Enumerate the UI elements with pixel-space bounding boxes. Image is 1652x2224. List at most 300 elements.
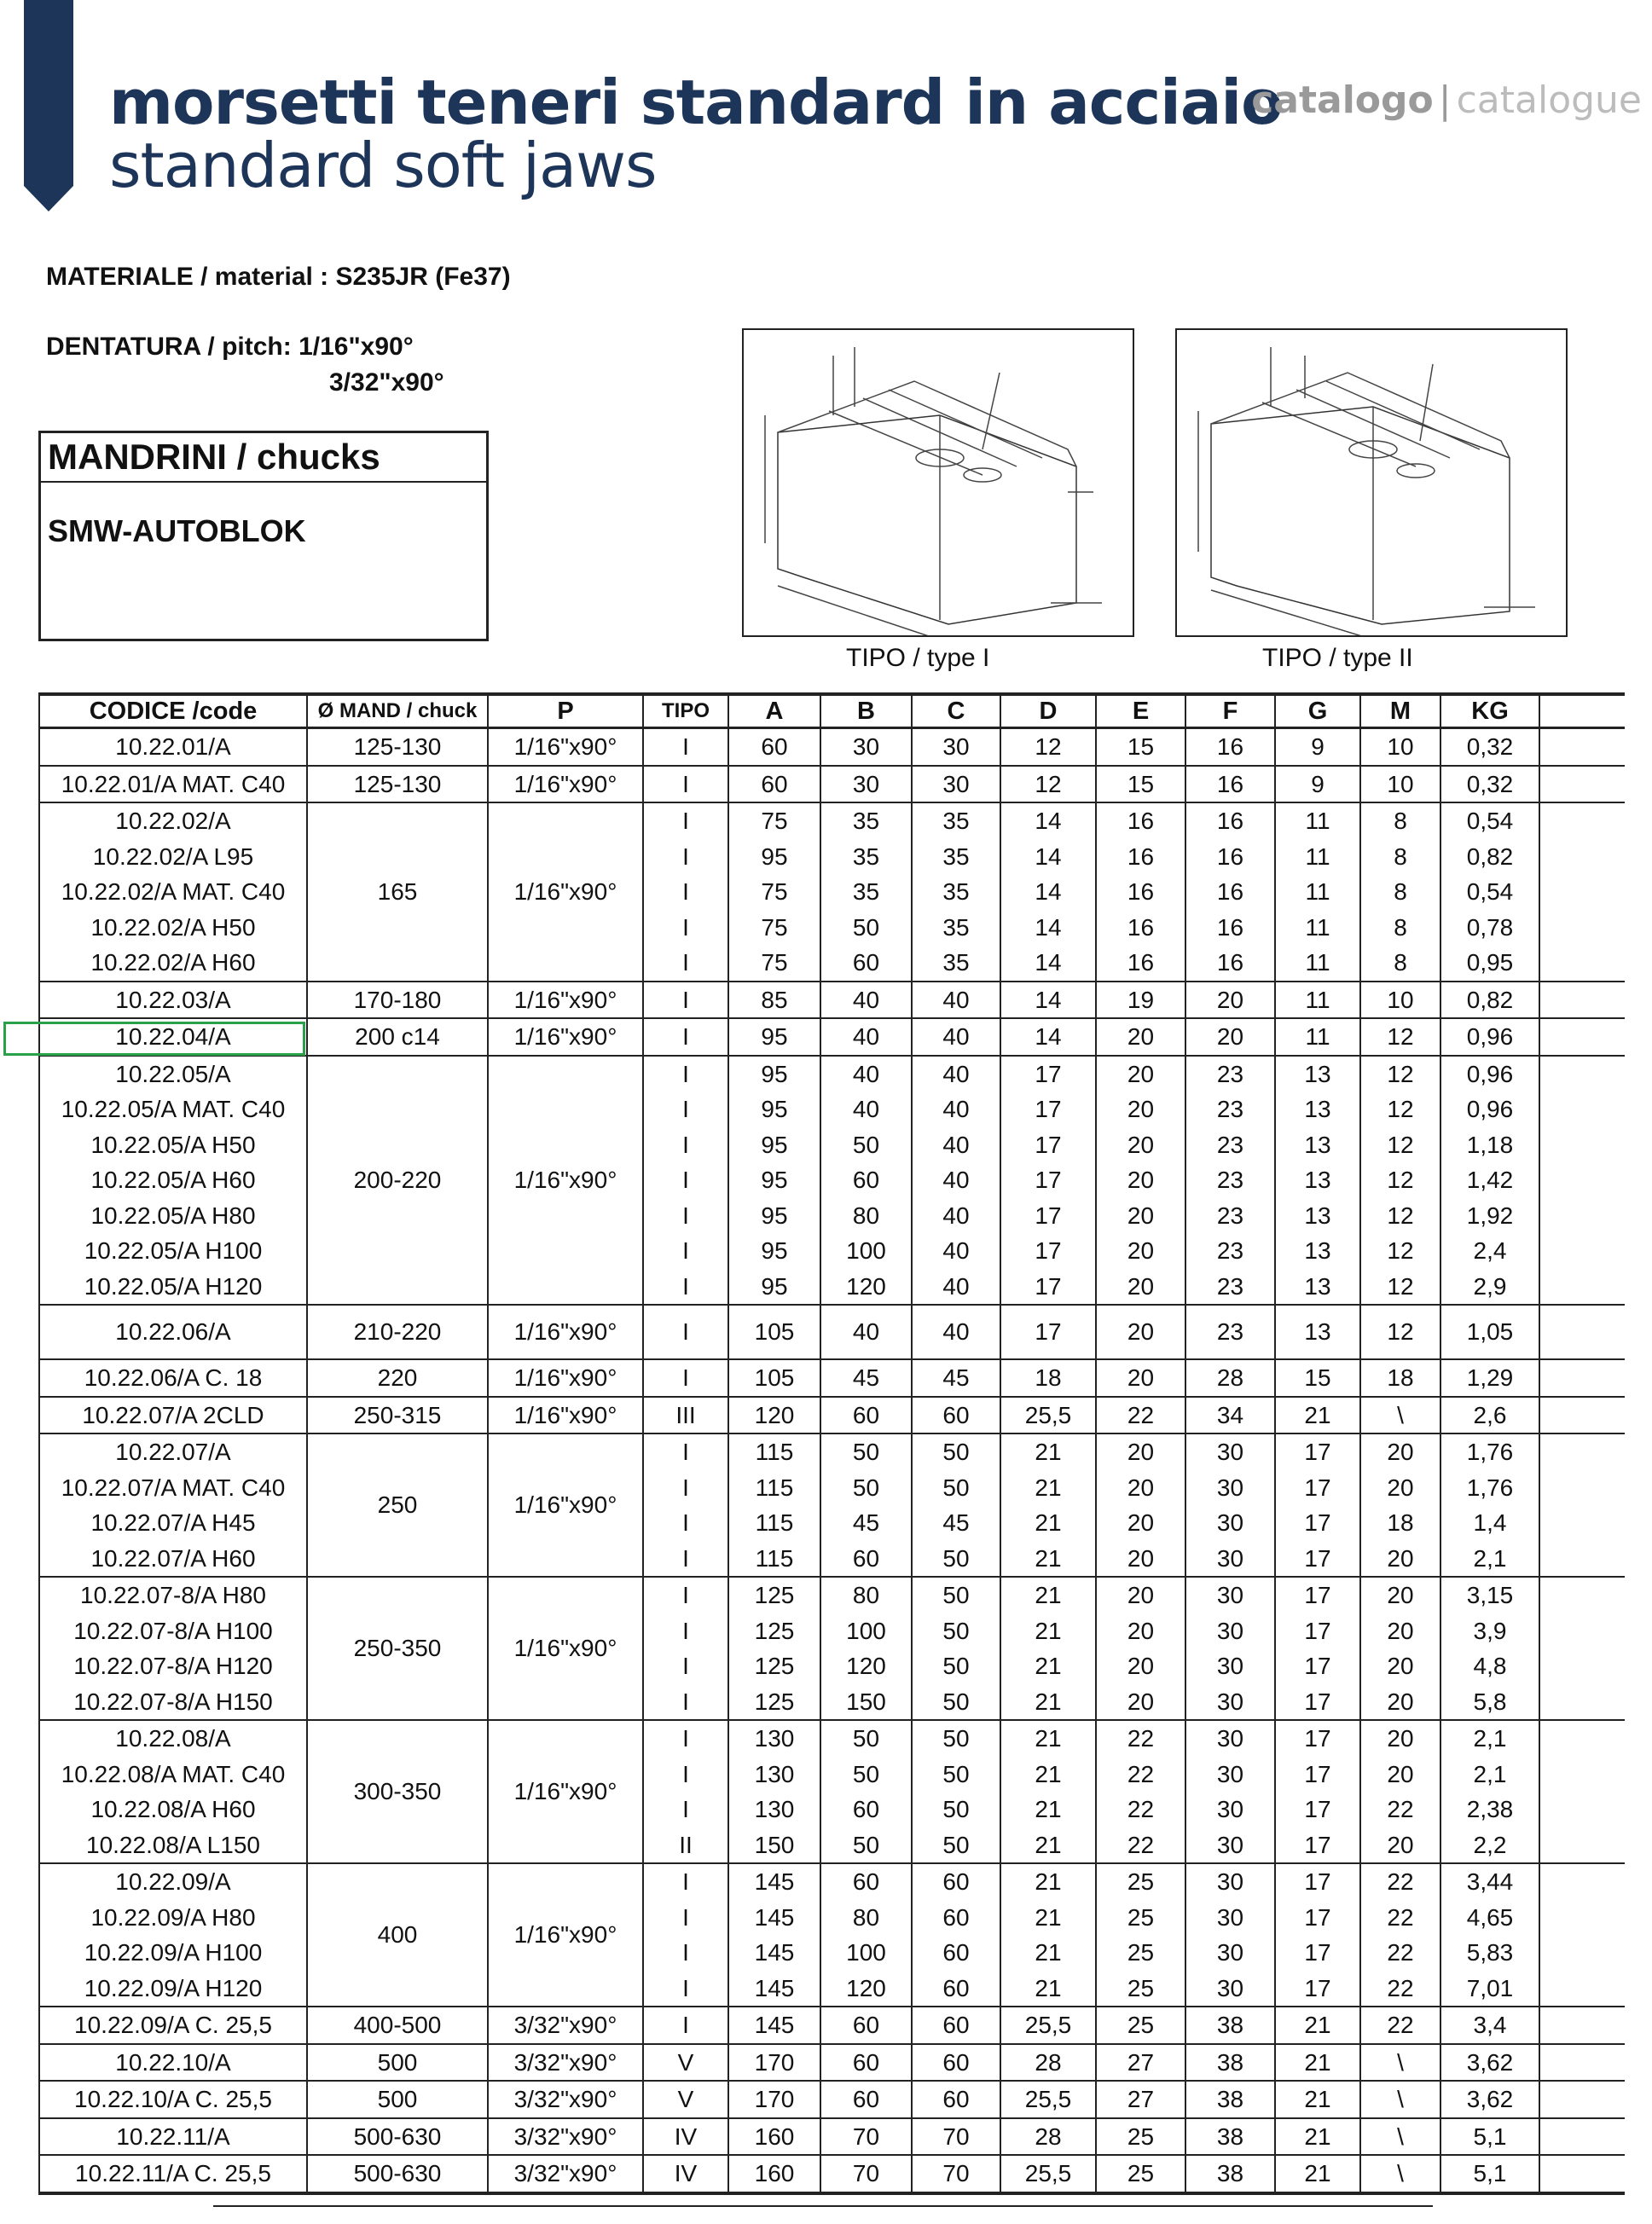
cell-g: 17: [1275, 1648, 1360, 1684]
cell-f: 20: [1185, 982, 1275, 1019]
cell-b: 45: [820, 1359, 912, 1397]
cell-b: 60: [820, 1541, 912, 1578]
cell-e: 20: [1096, 1018, 1185, 1056]
cell-b: 40: [820, 982, 912, 1019]
cell-e: 16: [1096, 945, 1185, 982]
cell-b: 100: [820, 1613, 912, 1649]
header-chuck: Ø MAND / chuck: [307, 694, 488, 728]
cell-empty: [1539, 1018, 1625, 1056]
cell-a: 60: [728, 766, 820, 803]
cell-code: 10.22.05/A H100: [39, 1233, 307, 1269]
cell-e: 25: [1096, 2155, 1185, 2193]
cell-empty: [1539, 2155, 1625, 2193]
cell-code: 10.22.07/A MAT. C40: [39, 1470, 307, 1506]
cell-m: 18: [1360, 1359, 1440, 1397]
cell-c: 40: [912, 1162, 1000, 1198]
cell-c: 35: [912, 874, 1000, 910]
cell-b: 35: [820, 874, 912, 910]
cell-m: 12: [1360, 1233, 1440, 1269]
cell-code: 10.22.08/A: [39, 1720, 307, 1757]
cell-a: 160: [728, 2155, 820, 2193]
cell-kg: 1,42: [1440, 1162, 1539, 1198]
cell-c: 50: [912, 1433, 1000, 1470]
cell-c: 35: [912, 945, 1000, 982]
cell-pitch: 1/16"x90°: [488, 766, 643, 803]
cell-f: 30: [1185, 1827, 1275, 1864]
cell-b: 120: [820, 1648, 912, 1684]
cell-kg: 1,18: [1440, 1127, 1539, 1163]
cell-f: 16: [1185, 802, 1275, 839]
table-row: [39, 1397, 1625, 1434]
cell-d: 21: [1000, 1792, 1096, 1827]
cell-code: 10.22.10/A C. 25,5: [39, 2081, 307, 2118]
cell-a: 85: [728, 982, 820, 1019]
cell-g: 11: [1275, 945, 1360, 982]
cell-c: 35: [912, 910, 1000, 946]
cell-code: 10.22.05/A: [39, 1056, 307, 1092]
cell-b: 100: [820, 1233, 912, 1269]
cell-f: 30: [1185, 1470, 1275, 1506]
cell-kg: 1,76: [1440, 1433, 1539, 1470]
cell-f: 30: [1185, 1433, 1275, 1470]
cell-m: 12: [1360, 1269, 1440, 1306]
cell-c: 40: [912, 1127, 1000, 1163]
cell-tipo: I: [643, 1684, 728, 1721]
cell-a: 145: [728, 1900, 820, 1936]
cell-f: 30: [1185, 1648, 1275, 1684]
cell-a: 75: [728, 802, 820, 839]
cell-kg: 7,01: [1440, 1971, 1539, 2007]
cell-chuck: 500: [307, 2044, 488, 2082]
cell-c: 50: [912, 1720, 1000, 1757]
cell-f: 16: [1185, 874, 1275, 910]
cell-d: 17: [1000, 1162, 1096, 1198]
cell-c: 50: [912, 1827, 1000, 1864]
table-row: [39, 1863, 1625, 1900]
cell-empty: [1539, 1433, 1625, 1470]
cell-g: 17: [1275, 1541, 1360, 1578]
cell-b: 60: [820, 2044, 912, 2082]
cell-e: 20: [1096, 1233, 1185, 1269]
cell-chuck: 500-630: [307, 2118, 488, 2156]
cell-c: 70: [912, 2155, 1000, 2193]
cell-kg: 2,1: [1440, 1757, 1539, 1793]
cell-tipo: I: [643, 1935, 728, 1971]
cell-tipo: I: [643, 839, 728, 875]
table-row: [39, 1900, 1625, 1936]
cell-empty: [1539, 1863, 1625, 1900]
cell-empty: [1539, 839, 1625, 875]
cell-kg: 2,38: [1440, 1792, 1539, 1827]
cell-tipo: I: [643, 1269, 728, 1306]
table-row: [39, 1198, 1625, 1234]
cell-a: 125: [728, 1648, 820, 1684]
cell-d: 17: [1000, 1305, 1096, 1359]
table-row: [39, 1233, 1625, 1269]
cell-b: 50: [820, 1470, 912, 1506]
cell-e: 20: [1096, 1684, 1185, 1721]
cell-chuck: 210-220: [307, 1305, 488, 1359]
cell-f: 16: [1185, 766, 1275, 803]
cell-m: 20: [1360, 1648, 1440, 1684]
cell-m: \: [1360, 2155, 1440, 2193]
cell-g: 21: [1275, 1397, 1360, 1434]
cell-e: 20: [1096, 1433, 1185, 1470]
cell-m: 20: [1360, 1757, 1440, 1793]
cell-e: 22: [1096, 1792, 1185, 1827]
cell-kg: 4,65: [1440, 1900, 1539, 1936]
cell-tipo: I: [643, 2007, 728, 2044]
cell-tipo: I: [643, 1720, 728, 1757]
header-tipo: TIPO: [643, 694, 728, 728]
cell-chuck: 170-180: [307, 982, 488, 1019]
table-row: [39, 1269, 1625, 1306]
cell-m: 12: [1360, 1056, 1440, 1092]
cell-code: 10.22.09/A H120: [39, 1971, 307, 2007]
header-e: E: [1096, 694, 1185, 728]
cell-empty: [1539, 1505, 1625, 1541]
pitch-spec-2: 3/32"x90°: [329, 368, 444, 397]
cell-a: 130: [728, 1720, 820, 1757]
cell-g: 17: [1275, 1613, 1360, 1649]
cell-empty: [1539, 1056, 1625, 1092]
cell-b: 120: [820, 1269, 912, 1306]
cell-e: 15: [1096, 728, 1185, 766]
cell-f: 38: [1185, 2081, 1275, 2118]
cell-d: 14: [1000, 910, 1096, 946]
cell-kg: 0,32: [1440, 766, 1539, 803]
cell-a: 115: [728, 1433, 820, 1470]
cell-tipo: I: [643, 766, 728, 803]
cell-g: 9: [1275, 728, 1360, 766]
cell-e: 25: [1096, 2118, 1185, 2156]
cell-e: 22: [1096, 1720, 1185, 1757]
cell-kg: 1,76: [1440, 1470, 1539, 1506]
cell-empty: [1539, 1792, 1625, 1827]
cell-c: 60: [912, 1971, 1000, 2007]
cell-d: 25,5: [1000, 2155, 1096, 2193]
cell-c: 50: [912, 1648, 1000, 1684]
cell-chuck: 200-220: [307, 1056, 488, 1306]
cell-tipo: I: [643, 728, 728, 766]
cell-e: 27: [1096, 2044, 1185, 2082]
cell-tipo: I: [643, 1433, 728, 1470]
cell-m: 10: [1360, 982, 1440, 1019]
cell-tipo: I: [643, 1648, 728, 1684]
cell-f: 23: [1185, 1162, 1275, 1198]
table-row: [39, 982, 1625, 1019]
cell-a: 160: [728, 2118, 820, 2156]
cell-empty: [1539, 1900, 1625, 1936]
table-row: [39, 1792, 1625, 1827]
cell-d: 14: [1000, 945, 1096, 982]
cell-pitch: 1/16"x90°: [488, 1018, 643, 1056]
cell-tipo: I: [643, 1577, 728, 1613]
cell-a: 125: [728, 1577, 820, 1613]
cell-chuck: 250-350: [307, 1577, 488, 1720]
cell-a: 95: [728, 1056, 820, 1092]
cell-empty: [1539, 1684, 1625, 1721]
cell-tipo: I: [643, 1505, 728, 1541]
cell-f: 30: [1185, 1577, 1275, 1613]
table-row: [39, 1162, 1625, 1198]
cell-m: 12: [1360, 1162, 1440, 1198]
cell-tipo: I: [643, 1863, 728, 1900]
cell-tipo: I: [643, 1541, 728, 1578]
cell-kg: 0,95: [1440, 945, 1539, 982]
table-row: [39, 1935, 1625, 1971]
cell-b: 60: [820, 1792, 912, 1827]
cell-tipo: I: [643, 1162, 728, 1198]
cell-kg: 0,78: [1440, 910, 1539, 946]
header-d: D: [1000, 694, 1096, 728]
cell-m: 8: [1360, 910, 1440, 946]
catalog-separator: |: [1438, 78, 1452, 122]
cell-tipo: I: [643, 1613, 728, 1649]
cell-empty: [1539, 1233, 1625, 1269]
cell-m: 10: [1360, 728, 1440, 766]
cell-a: 145: [728, 1935, 820, 1971]
cell-b: 50: [820, 1720, 912, 1757]
cell-f: 30: [1185, 1757, 1275, 1793]
cell-code: 10.22.07/A: [39, 1433, 307, 1470]
header-kg: KG: [1440, 694, 1539, 728]
cell-c: 45: [912, 1505, 1000, 1541]
cell-c: 60: [912, 1900, 1000, 1936]
cell-chuck: 400: [307, 1863, 488, 2007]
cell-f: 23: [1185, 1056, 1275, 1092]
cell-m: \: [1360, 2044, 1440, 2082]
pitch-spec-1: DENTATURA / pitch: 1/16"x90°: [46, 333, 414, 361]
cell-f: 16: [1185, 728, 1275, 766]
cell-empty: [1539, 1648, 1625, 1684]
cell-g: 17: [1275, 1757, 1360, 1793]
cell-f: 30: [1185, 1684, 1275, 1721]
cell-b: 60: [820, 1162, 912, 1198]
cell-kg: 2,9: [1440, 1269, 1539, 1306]
cell-code: 10.22.07-8/A H100: [39, 1613, 307, 1649]
cell-m: 20: [1360, 1684, 1440, 1721]
cell-c: 40: [912, 1092, 1000, 1127]
cell-kg: 2,2: [1440, 1827, 1539, 1864]
header-m: M: [1360, 694, 1440, 728]
cell-e: 19: [1096, 982, 1185, 1019]
cell-tipo: V: [643, 2081, 728, 2118]
cell-empty: [1539, 766, 1625, 803]
cell-d: 21: [1000, 1757, 1096, 1793]
page-title-italian: morsetti teneri standard in acciaio: [109, 67, 1283, 138]
cell-kg: 0,96: [1440, 1056, 1539, 1092]
table-row: [39, 728, 1625, 766]
jaw-table: [38, 692, 1625, 2195]
cell-tipo: I: [643, 1056, 728, 1092]
cell-f: 34: [1185, 1397, 1275, 1434]
cell-g: 17: [1275, 1900, 1360, 1936]
cell-g: 17: [1275, 1720, 1360, 1757]
cell-d: 17: [1000, 1056, 1096, 1092]
cell-a: 115: [728, 1505, 820, 1541]
cell-a: 130: [728, 1792, 820, 1827]
cell-e: 16: [1096, 874, 1185, 910]
cell-code: 10.22.02/A: [39, 802, 307, 839]
cell-e: 25: [1096, 1971, 1185, 2007]
cell-m: 8: [1360, 874, 1440, 910]
cell-empty: [1539, 1757, 1625, 1793]
cell-code: 10.22.02/A MAT. C40: [39, 874, 307, 910]
type-2-caption: TIPO / type II: [1262, 644, 1413, 672]
cell-empty: [1539, 1127, 1625, 1163]
table-row: [39, 874, 1625, 910]
cell-code: 10.22.06/A: [39, 1305, 307, 1359]
cell-pitch: 1/16"x90°: [488, 1397, 643, 1434]
cell-f: 23: [1185, 1198, 1275, 1234]
table-row: [39, 1720, 1625, 1757]
cell-code: 10.22.04/A: [39, 1018, 307, 1056]
cell-g: 11: [1275, 874, 1360, 910]
cell-kg: 1,05: [1440, 1305, 1539, 1359]
cell-g: 21: [1275, 2081, 1360, 2118]
cell-empty: [1539, 874, 1625, 910]
cell-d: 21: [1000, 1971, 1096, 2007]
cell-c: 50: [912, 1577, 1000, 1613]
cell-d: 28: [1000, 2118, 1096, 2156]
cell-m: 8: [1360, 945, 1440, 982]
cell-empty: [1539, 1198, 1625, 1234]
cell-d: 25,5: [1000, 2081, 1096, 2118]
cell-f: 30: [1185, 1900, 1275, 1936]
cell-tipo: I: [643, 910, 728, 946]
cell-tipo: V: [643, 2044, 728, 2082]
cell-m: \: [1360, 1397, 1440, 1434]
cell-code: 10.22.07/A 2CLD: [39, 1397, 307, 1434]
cell-e: 22: [1096, 1397, 1185, 1434]
cell-e: 16: [1096, 839, 1185, 875]
cell-c: 40: [912, 982, 1000, 1019]
cell-m: 12: [1360, 1018, 1440, 1056]
cell-m: 12: [1360, 1092, 1440, 1127]
table-row: [39, 1127, 1625, 1163]
cell-code: 10.22.09/A H80: [39, 1900, 307, 1936]
cell-chuck: 300-350: [307, 1720, 488, 1863]
cell-d: 21: [1000, 1505, 1096, 1541]
cell-g: 17: [1275, 1827, 1360, 1864]
header-p: P: [488, 694, 643, 728]
cell-code: 10.22.07-8/A H80: [39, 1577, 307, 1613]
cell-m: 12: [1360, 1305, 1440, 1359]
cell-g: 17: [1275, 1863, 1360, 1900]
cell-f: 16: [1185, 945, 1275, 982]
cell-g: 17: [1275, 1433, 1360, 1470]
cell-a: 95: [728, 839, 820, 875]
cell-d: 21: [1000, 1827, 1096, 1864]
cell-empty: [1539, 1971, 1625, 2007]
cell-f: 38: [1185, 2155, 1275, 2193]
cell-pitch: 1/16"x90°: [488, 1720, 643, 1863]
cell-a: 115: [728, 1470, 820, 1506]
cell-g: 17: [1275, 1792, 1360, 1827]
cell-g: 13: [1275, 1269, 1360, 1306]
cell-f: 38: [1185, 2007, 1275, 2044]
cell-b: 40: [820, 1092, 912, 1127]
cell-g: 21: [1275, 2007, 1360, 2044]
cell-g: 13: [1275, 1056, 1360, 1092]
cell-tipo: I: [643, 945, 728, 982]
cell-tipo: I: [643, 1305, 728, 1359]
cell-c: 50: [912, 1541, 1000, 1578]
cell-e: 20: [1096, 1127, 1185, 1163]
table-row: [39, 1541, 1625, 1578]
cell-chuck: 250: [307, 1433, 488, 1577]
cell-b: 60: [820, 1397, 912, 1434]
cell-empty: [1539, 1092, 1625, 1127]
header-empty: [1539, 694, 1625, 728]
cell-a: 115: [728, 1541, 820, 1578]
cell-m: \: [1360, 2118, 1440, 2156]
cell-kg: 3,62: [1440, 2081, 1539, 2118]
header-b: B: [820, 694, 912, 728]
cell-c: 40: [912, 1018, 1000, 1056]
catalog-en: catalogue: [1456, 78, 1642, 122]
catalog-it: catalogo: [1251, 78, 1434, 122]
cell-g: 11: [1275, 982, 1360, 1019]
cell-a: 60: [728, 728, 820, 766]
cell-c: 30: [912, 766, 1000, 803]
cell-pitch: 1/16"x90°: [488, 1359, 643, 1397]
cell-empty: [1539, 1541, 1625, 1578]
cell-g: 21: [1275, 2044, 1360, 2082]
cell-b: 80: [820, 1198, 912, 1234]
cell-b: 100: [820, 1935, 912, 1971]
cell-d: 17: [1000, 1233, 1096, 1269]
table-row: [39, 1505, 1625, 1541]
cell-m: 8: [1360, 802, 1440, 839]
cell-tipo: I: [643, 802, 728, 839]
cell-kg: 4,8: [1440, 1648, 1539, 1684]
cell-empty: [1539, 1269, 1625, 1306]
cell-empty: [1539, 1827, 1625, 1864]
cell-m: 12: [1360, 1198, 1440, 1234]
cell-c: 50: [912, 1684, 1000, 1721]
cell-m: 18: [1360, 1505, 1440, 1541]
cell-g: 21: [1275, 2155, 1360, 2193]
cell-f: 16: [1185, 910, 1275, 946]
cell-d: 14: [1000, 1018, 1096, 1056]
cell-chuck: 125-130: [307, 766, 488, 803]
cell-a: 75: [728, 945, 820, 982]
cell-empty: [1539, 945, 1625, 982]
cell-c: 60: [912, 2007, 1000, 2044]
cell-chuck: 400-500: [307, 2007, 488, 2044]
cell-code: 10.22.10/A: [39, 2044, 307, 2082]
catalog-label: [1251, 78, 1642, 122]
cell-e: 25: [1096, 2007, 1185, 2044]
cell-kg: 0,54: [1440, 802, 1539, 839]
cell-b: 60: [820, 945, 912, 982]
page-title-english: standard soft jaws: [109, 130, 657, 201]
cell-b: 80: [820, 1577, 912, 1613]
cell-empty: [1539, 2118, 1625, 2156]
footer-rule: [213, 2205, 1433, 2224]
cell-m: 22: [1360, 1971, 1440, 2007]
cell-kg: 0,82: [1440, 982, 1539, 1019]
table-header-row: [39, 694, 1625, 728]
cell-a: 95: [728, 1018, 820, 1056]
cell-g: 13: [1275, 1162, 1360, 1198]
cell-f: 30: [1185, 1863, 1275, 1900]
cell-e: 25: [1096, 1935, 1185, 1971]
cell-d: 14: [1000, 982, 1096, 1019]
cell-empty: [1539, 1305, 1625, 1359]
